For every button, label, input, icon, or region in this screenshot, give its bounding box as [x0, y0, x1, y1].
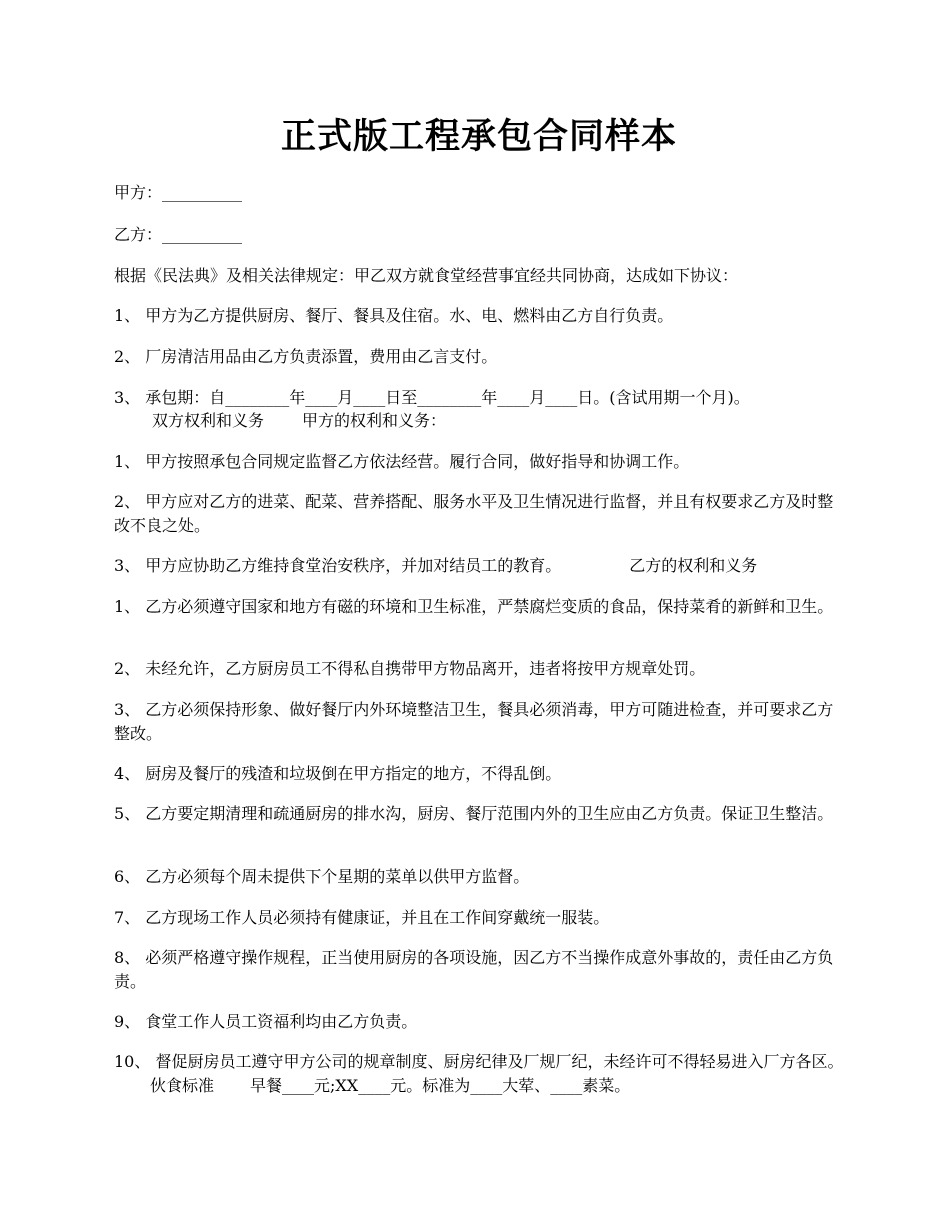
- a-rights-clause-2: 2、 甲方应对乙方的进菜、配菜、营养搭配、服务水平及卫生情况进行监督，并且有权要求乙方及时整改不良之处。: [114, 492, 834, 535]
- heading-mutual-rights: 双方权利和义务: [152, 411, 265, 430]
- party-b-line: 乙方：__________: [114, 225, 243, 244]
- a-rights-clause-3-line: [114, 554, 844, 578]
- heading-food-standard: 伙食标准: [150, 1076, 215, 1095]
- b-rights-clause-10-paragraph: [114, 1050, 844, 1098]
- general-clause-2: 2、 厂房清洁用品由乙方负责添置，费用由乙言支付。: [114, 347, 498, 366]
- b-rights-clause-1: 1、 乙方必须遵守国家和地方有磁的环境和卫生标准，严禁腐烂变质的食品，保持菜肴的新鲜和卫生。: [114, 597, 834, 616]
- food-standard-text: 早餐____元;XX____元。标准为____大荤、____素菜。: [250, 1076, 631, 1095]
- party-a-line: 甲方：__________: [114, 183, 243, 202]
- b-rights-clause-8: 8、 必须严格遵守操作规程，正当使用厨房的各项设施，因乙方不当操作成意外事故的，责任由乙方负责。: [114, 948, 834, 991]
- heading-party-b-rights: 乙方的权利和义务: [629, 556, 758, 575]
- b-rights-clause-2: 2、 未经允许，乙方厨房员工不得私自携带甲方物品离开，违者将按甲方规章处罚。: [114, 659, 706, 678]
- a-rights-clause-3: 3、 甲方应协助乙方维持食堂治安秩序，并加对结员工的教育。: [114, 556, 562, 575]
- b-rights-clause-3: 3、 乙方必须保持形象、做好餐厅内外环境整洁卫生，餐具必须消毒，甲方可随进检查，并可要求乙方整改。: [114, 700, 834, 743]
- general-clause-1: 1、 甲方为乙方提供厨房、餐厅、餐具及住宿。水、电、燃料由乙方自行负责。: [114, 306, 674, 325]
- b-rights-clause-9: 9、 食堂工作人员工资福利均由乙方负责。: [114, 1012, 418, 1031]
- heading-party-a-rights: 甲方的权利和义务：: [302, 411, 447, 430]
- b-rights-clause-7: 7、 乙方现场工作人员必须持有健康证，并且在工作间穿戴统一服装。: [114, 908, 610, 927]
- b-rights-clause-10: 10、 督促厨房员工遵守甲方公司的规章制度、厨房纪律及厂规厂纪，未经许可不得轻易进入厂方各区。: [114, 1052, 844, 1071]
- rights-headings-line: [114, 409, 882, 433]
- general-clause-3: 3、 承包期：自________年____月____日至________年____月____日。(含试用期一个月)。: [114, 388, 750, 407]
- intro-paragraph: 根据《民法典》及相关法律规定：甲乙双方就食堂经营事宜经共同协商，达成如下协议：: [114, 266, 739, 285]
- b-rights-clause-5: 5、 乙方要定期清理和疏通厨房的排水沟，厨房、餐厅范围内外的卫生应由乙方负责。保证卫生整洁。: [114, 804, 834, 823]
- b-rights-clause-6: 6、 乙方必须每个周未提供下个星期的菜单以供甲方监督。: [114, 867, 530, 886]
- a-rights-clause-1: 1、 甲方按照承包合同规定监督乙方依法经营。履行合同，做好指导和协调工作。: [114, 452, 690, 471]
- document-title: 正式版工程承包合同样本: [280, 116, 677, 157]
- b-rights-clause-4: 4、 厨房及餐厅的残渣和垃圾倒在甲方指定的地方，不得乱倒。: [114, 764, 562, 783]
